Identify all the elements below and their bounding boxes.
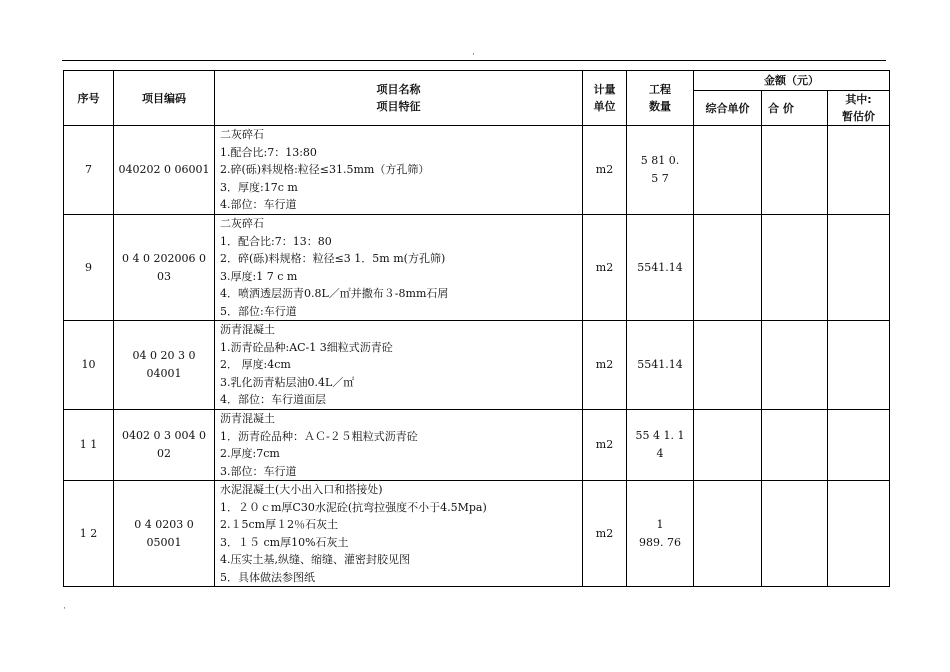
cell-code — [114, 215, 215, 321]
cell-features-line: 1．２０ｃm厚C30水泥砼(抗弯拉强度不小于4.5Mpa) — [220, 500, 487, 514]
cell-seq: 10 — [64, 321, 114, 410]
cell-features — [215, 321, 583, 410]
cell-seq: 1 2 — [64, 481, 114, 587]
cell-qty — [627, 321, 694, 410]
cell-features-line: 2.１5cm厚１2％石灰土 — [220, 518, 339, 531]
cell-qty-line: 989. 76 — [639, 535, 681, 549]
cell-features-line: 沥青混凝土 — [220, 323, 275, 336]
cell-features-line: 3.部位：车行道 — [220, 464, 297, 478]
cell-estimate — [828, 321, 890, 410]
cell-unit: m2 — [583, 215, 627, 321]
cell-qty-line: 1 — [656, 517, 664, 531]
cell-code — [114, 321, 215, 410]
cell-features-line: 5．具体做法参图纸 — [220, 570, 315, 584]
cell-features-line: 4.部位：车行道 — [220, 198, 297, 211]
cell-features-line: 2.厚度:7cm — [220, 447, 280, 460]
cell-features-line: 1.沥青砼品种:AC-1 3细粒式沥青砼 — [220, 340, 393, 354]
cell-unit: m2 — [583, 410, 627, 481]
cell-code-line: 04001 — [146, 367, 182, 380]
cell-features-line: 4.压实土基,纵缝、缩缝、灌密封胶见图 — [220, 553, 410, 566]
header-amount: 金额（元） — [694, 71, 890, 91]
cell-estimate — [828, 215, 890, 321]
cell-qty-line: 5541.14 — [637, 260, 683, 274]
cell-code-line: 02 — [157, 447, 171, 460]
cell-features-line: 3.乳化沥青粘层油0.4L／㎡ — [220, 375, 355, 389]
cell-seq: 9 — [64, 215, 114, 321]
cell-features-line: 二灰碎石 — [220, 217, 264, 230]
cell-unit-price — [694, 410, 762, 481]
cell-features-line: 3．１５ cm厚10%石灰土 — [220, 535, 349, 549]
cell-features — [215, 410, 583, 481]
cell-features-line: 2． 厚度:4cm — [220, 358, 291, 371]
cell-qty-line: 55 4 1. 1 — [635, 429, 685, 442]
header-total: 合 价 — [762, 91, 828, 126]
cell-qty — [627, 481, 694, 587]
cell-unit: m2 — [583, 481, 627, 587]
cell-qty-line: 5541.14 — [637, 358, 683, 371]
table-row — [64, 215, 890, 321]
cell-unit-price — [694, 126, 762, 215]
cell-estimate — [828, 481, 890, 587]
cell-features-line: 3．厚度:17c m — [220, 180, 298, 194]
page-mark: · — [472, 50, 475, 60]
cell-code-line: 0402 0 3 004 0 — [122, 429, 206, 442]
header-qty: 工程 数量 — [627, 71, 694, 126]
cell-code-line: 0 4 0 202006 0 — [122, 251, 206, 265]
cell-features — [215, 215, 583, 321]
cell-unit-price — [694, 215, 762, 321]
cell-qty — [627, 410, 694, 481]
cell-code — [114, 410, 215, 481]
cell-seq: 7 — [64, 126, 114, 215]
table-row — [64, 321, 890, 410]
cell-features-line: 2．碎(砾)料规格：粒径≤3 1．5m m(方孔筛) — [220, 252, 446, 265]
cell-code-line: 05001 — [146, 535, 182, 549]
cell-features — [215, 126, 583, 215]
cell-total — [762, 126, 828, 215]
cell-code-line: 040202 0 06001 — [118, 163, 210, 176]
cell-unit: m2 — [583, 321, 627, 410]
cell-estimate — [828, 410, 890, 481]
header-unit-price: 综合单价 — [694, 91, 762, 126]
table-row — [64, 126, 890, 215]
header-unit: 计量 单位 — [583, 71, 627, 126]
cell-features-line: 水泥混凝土(大小出入口和搭接处) — [220, 483, 383, 496]
cell-features-line: 4．部位：车行道面层 — [220, 393, 326, 406]
cell-code — [114, 126, 215, 215]
cell-features-line: 二灰碎石 — [220, 128, 264, 141]
cell-features-line: 2.碎(砾)料规格:粒径≤31.5mm（方孔筛） — [220, 163, 430, 176]
cell-qty-line: 5 7 — [651, 172, 669, 185]
cell-qty-line: 4 — [656, 447, 664, 460]
cell-features-line: 1．配合比:7：13：80 — [220, 234, 332, 248]
table-row — [64, 410, 890, 481]
cell-total — [762, 215, 828, 321]
cell-features-line: 3.厚度:1 7 c m — [220, 269, 298, 283]
bill-of-quantities-sheet — [63, 70, 889, 587]
cell-qty — [627, 126, 694, 215]
header-name: 项目名称 项目特征 — [215, 71, 583, 126]
cell-estimate — [828, 126, 890, 215]
cell-qty — [627, 215, 694, 321]
cell-unit-price — [694, 481, 762, 587]
cell-features-line: 4．喷洒透层沥青0.8L／㎡并撒布３-8mm石屑 — [220, 287, 449, 300]
header-rule — [62, 60, 886, 61]
bill-of-quantities-table — [63, 70, 890, 587]
table-row — [64, 481, 890, 587]
cell-features-line: 5．部位:车行道 — [220, 304, 297, 318]
header-estimate: 其中: 暂估价 — [828, 91, 890, 126]
cell-features-line: 沥青混凝土 — [220, 412, 275, 425]
cell-code-line: 04 0 20 3 0 — [132, 349, 196, 362]
cell-total — [762, 321, 828, 410]
cell-unit-price — [694, 321, 762, 410]
cell-code-line: 03 — [157, 269, 171, 283]
header-code: 项目编码 — [114, 71, 215, 126]
cell-features — [215, 481, 583, 587]
cell-code-line: 0 4 0203 0 — [134, 517, 194, 531]
cell-total — [762, 481, 828, 587]
cell-code — [114, 481, 215, 587]
cell-features-line: 1.配合比:7：13:80 — [220, 145, 317, 159]
cell-seq: 1 1 — [64, 410, 114, 481]
cell-features-line: 1．沥青砼品种：ＡＣ-２５粗粒式沥青砼 — [220, 429, 418, 443]
header-seq: 序号 — [64, 71, 114, 126]
cell-qty-line: 5 81 0. — [640, 154, 680, 167]
cell-unit: m2 — [583, 126, 627, 215]
cell-total — [762, 410, 828, 481]
page-mark: · — [63, 604, 66, 614]
